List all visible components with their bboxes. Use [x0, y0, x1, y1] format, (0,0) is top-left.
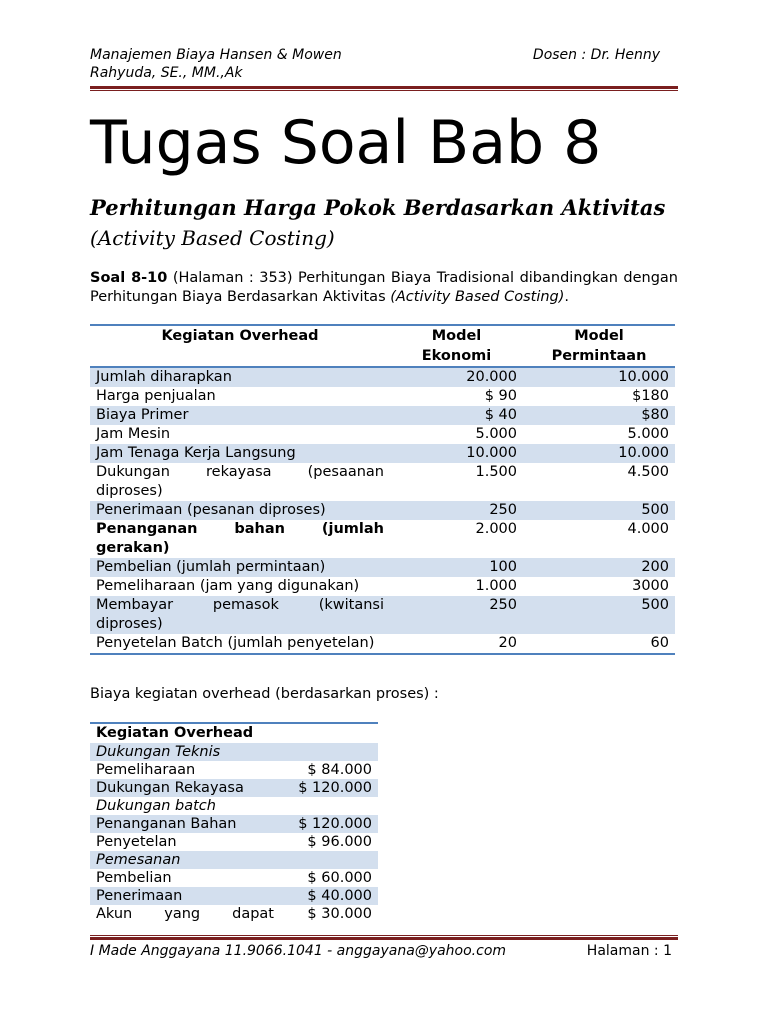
row-value: $ 30.000	[307, 906, 372, 922]
overhead-caption: Biaya kegiatan overhead (berdasarkan proses) :	[90, 686, 439, 702]
row-label: Jumlah diharapkan	[90, 367, 390, 387]
footer-rule	[90, 935, 678, 940]
soal-label: Soal 8-10	[90, 270, 168, 286]
overhead-cost-table	[90, 722, 378, 923]
row-label: Dukungan rekayasa (pesaanan diproses)	[96, 464, 384, 499]
row-label: Pembelian	[96, 870, 172, 886]
row-label: Biaya Primer	[90, 406, 390, 425]
row-value: $ 60.000	[307, 870, 372, 886]
row-label: Akun yang dapat	[96, 906, 274, 922]
row-permintaan: 5.000	[627, 426, 669, 442]
row-ekonomi: 5.000	[475, 426, 517, 442]
table-row	[90, 444, 675, 463]
table-row	[90, 463, 675, 501]
table-row	[90, 634, 675, 654]
row-ekonomi: 20.000	[390, 367, 523, 387]
row-permintaan: 10.000	[523, 367, 675, 387]
row-value	[280, 797, 378, 815]
row-label: Harga penjualan	[96, 388, 216, 404]
row-label: Pemeliharaan (jam yang digunakan)	[96, 578, 360, 594]
soal-text: (Halaman : 353) Perhitungan Biaya Tradisional dibandingkan dengan Perhitungan Biaya Berdasarkan Aktivitas	[90, 270, 678, 305]
page-number: Halaman : 1	[586, 943, 672, 959]
row-label: Dukungan Rekayasa	[90, 779, 280, 797]
row-value: $ 84.000	[307, 762, 372, 778]
row-ekonomi: 10.000	[390, 444, 523, 463]
page-header	[90, 46, 674, 82]
table-row	[90, 779, 378, 797]
table-row	[90, 761, 378, 779]
row-label: Penyetelan Batch (jumlah penyetelan)	[90, 634, 390, 654]
soal-end: .	[564, 289, 570, 305]
row-ekonomi: 1.000	[475, 578, 517, 594]
row-value: $ 120.000	[280, 815, 378, 833]
row-value: $ 96.000	[307, 834, 372, 850]
row-permintaan: 10.000	[523, 444, 675, 463]
soal-italic: (Activity Based Costing)	[390, 289, 565, 305]
row-permintaan: $80	[523, 406, 675, 425]
col-header-model-ekonomi: Model Ekonomi	[390, 325, 523, 367]
row-ekonomi: $ 40	[390, 406, 523, 425]
table-row	[90, 425, 675, 444]
table-row	[90, 887, 378, 905]
comparison-table	[90, 324, 675, 655]
row-permintaan: 60	[523, 634, 675, 654]
header-lecturer: Dosen : Dr. Henny	[532, 47, 660, 63]
table-row	[90, 797, 378, 815]
row-label: Membayar pemasok (kwitansi diproses)	[90, 596, 390, 634]
table-row	[90, 833, 378, 851]
row-label: Penyetelan	[96, 834, 177, 850]
page-title: Tugas Soal Bab 8	[90, 108, 602, 178]
row-label: Jam Tenaga Kerja Langsung	[90, 444, 390, 463]
table-row	[90, 367, 675, 387]
subtitle-paren: (Activity Based Costing)	[90, 226, 335, 250]
table-row	[90, 743, 378, 761]
table-row	[90, 815, 378, 833]
row-label: Penerimaan	[90, 887, 280, 905]
row-value	[280, 743, 378, 761]
row-label: Pembelian (jumlah permintaan)	[90, 558, 390, 577]
overhead-table-header: Kegiatan Overhead	[90, 723, 378, 743]
row-ekonomi: 20	[390, 634, 523, 654]
row-label: Penanganan bahan (jumlah gerakan)	[96, 521, 384, 556]
row-value: $ 40.000	[280, 887, 378, 905]
row-permintaan: 500	[523, 501, 675, 520]
row-permintaan: 4.500	[627, 464, 669, 480]
row-ekonomi: 2.000	[475, 521, 517, 537]
row-permintaan: 4.000	[627, 521, 669, 537]
table-row	[90, 520, 675, 558]
subtitle-main: Perhitungan Harga Pokok Berdasarkan Aktivitas	[90, 195, 666, 220]
group-label: Dukungan Teknis	[90, 743, 280, 761]
table-row	[90, 869, 378, 887]
table-row	[90, 501, 675, 520]
col-header-activity: Kegiatan Overhead	[90, 325, 390, 367]
row-ekonomi: 250	[390, 501, 523, 520]
page-footer	[90, 943, 674, 959]
row-label: Jam Mesin	[96, 426, 171, 442]
row-ekonomi: 250	[390, 596, 523, 634]
group-label: Pemesanan	[90, 851, 280, 869]
table-row	[90, 596, 675, 634]
group-label: Dukungan batch	[96, 798, 216, 814]
table-row	[90, 851, 378, 869]
row-permintaan: $180	[632, 388, 669, 404]
table-row	[90, 577, 675, 596]
row-permintaan: 500	[523, 596, 675, 634]
footer-author: I Made Anggayana 11.9066.1041 - anggayana@yahoo.com	[90, 943, 507, 959]
table-row	[90, 558, 675, 577]
row-label: Penerimaan (pesanan diproses)	[90, 501, 390, 520]
table-row	[90, 905, 378, 923]
table-row	[90, 406, 675, 425]
header-rule	[90, 86, 678, 91]
header-course: Manajemen Biaya Hansen & Mowen	[90, 47, 342, 63]
col-header-model-permintaan: Model Permintaan	[523, 325, 675, 367]
row-permintaan: 3000	[632, 578, 669, 594]
row-value	[280, 851, 378, 869]
row-permintaan: 200	[523, 558, 675, 577]
row-value: $ 120.000	[280, 779, 378, 797]
row-ekonomi: $ 90	[484, 388, 517, 404]
header-course-cont: Rahyuda, SE., MM.,Ak	[90, 65, 243, 81]
row-label: Pemeliharaan	[96, 762, 196, 778]
row-label: Penanganan Bahan	[90, 815, 280, 833]
row-ekonomi: 1.500	[475, 464, 517, 480]
row-ekonomi: 100	[390, 558, 523, 577]
soal-paragraph	[90, 269, 678, 307]
table-row	[90, 387, 675, 406]
